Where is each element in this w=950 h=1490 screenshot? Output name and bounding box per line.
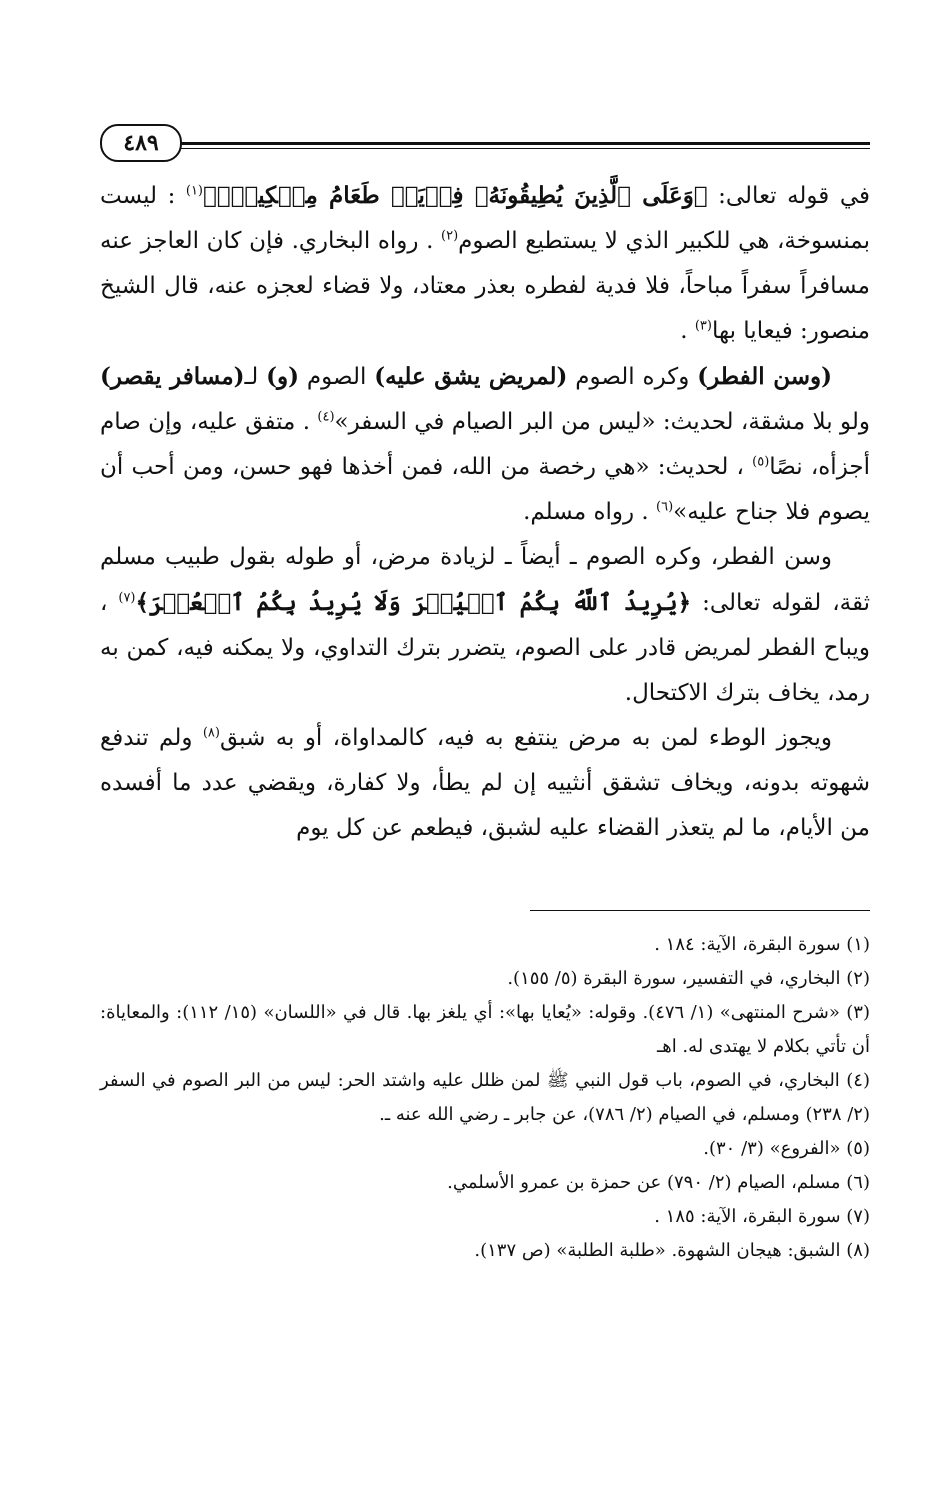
footnote-ref[interactable]: (٧) <box>118 590 136 606</box>
paragraph-3 <box>100 535 870 716</box>
text: الصوم <box>299 364 375 390</box>
paragraph-1 <box>100 173 870 354</box>
matn-text: (و) <box>266 363 300 390</box>
text: : ليست بمنسوخة، هي للكبير الذي لا يستطيع الصوم <box>100 183 870 254</box>
footnote-7: (٧) سورة البقرة، الآية: ١٨٥ . <box>654 1206 870 1227</box>
matn-text: (لمريض يشق عليه) <box>374 363 568 390</box>
matn-text: (مسافر يقصر) <box>100 363 245 390</box>
footnote-3: (٣) «شرح المنتهى» (١/ ٤٧٦). وقوله: «يُعايا بها»: أي يلغز بها. قال في «اللسان» (١٥/ ١١٢): والمعاياة: أن تأتي بكلام لا يهتدى له. اهـ <box>100 1002 870 1057</box>
quran-verse: ﴿يُرِيدُ ٱللَّهُ بِكُمُ ٱلۡيُسۡرَ وَلَا يُرِيدُ بِكُمُ ٱلۡعُسۡرَ﴾ <box>135 589 692 616</box>
text: ويجوز الوطء لمن به مرض ينتفع به فيه، كالمداواة، أو به شبق <box>219 725 832 751</box>
page-number: ٤٨٩ <box>100 124 182 162</box>
footnote-5: (٥) «الفروع» (٣/ ٣٠). <box>703 1138 870 1159</box>
main-text <box>100 173 870 851</box>
text: . <box>680 318 695 344</box>
text: ، لحديث: «هي رخصة من الله، فمن أخذها فهو حسن، ومن أحب أن يصوم فلا جناح عليه» <box>100 454 870 525</box>
footnote-1: (١) سورة البقرة، الآية: ١٨٤ . <box>654 934 870 955</box>
matn-text: (وسن الفطر) <box>697 363 832 390</box>
header-rule-thin <box>168 148 870 149</box>
text: ولو بلا مشقة، لحديث: «ليس من البر الصيام في السفر» <box>334 409 870 435</box>
footnote-6: (٦) مسلم، الصيام (٢/ ٧٩٠) عن حمزة بن عمرو الأسلمي. <box>447 1172 870 1193</box>
footnote-8: (٨) الشبق: هيجان الشهوة. «طلبة الطلبة» (ص ١٣٧). <box>474 1240 870 1261</box>
paragraph-4 <box>100 716 870 851</box>
footnote-ref[interactable]: (٢) <box>441 228 459 244</box>
footnote-separator <box>530 910 870 911</box>
footnote-ref[interactable]: (٤) <box>317 409 335 425</box>
paragraph-2 <box>100 354 870 535</box>
footnote-4: (٤) البخاري، في الصوم، باب قول النبي ﷺ لمن ظلل عليه واشتد الحر: ليس من البر الصوم في السفر (٢/ ٢٣٨) ومسلم، في الصيام (٢/ ٧٨٦)، عن جابر ـ رضي الله عنه ـ. <box>100 1070 870 1125</box>
text: . رواه البخاري. فإن كان العاجز عنه مسافراً سفراً مباحاً، فلا فدية لفطره بعذر معتاد، ولا قضاء لعجزه عنه، قال الشيخ منصور: فيعايا بها <box>100 228 870 344</box>
footnote-ref[interactable]: (٦) <box>656 499 674 515</box>
text: لـ <box>244 364 267 390</box>
footnote-ref[interactable]: (٨) <box>202 725 220 741</box>
text: وكره الصوم <box>567 364 698 390</box>
text: وسن الفطر، وكره الصوم ـ أيضاً ـ لزيادة مرض، أو طوله بقول طبيب مسلم ثقة، لقوله تعالى: <box>100 544 871 616</box>
footnote-2: (٢) البخاري، في التفسير، سورة البقرة (٥/ ١٥٥). <box>507 968 870 989</box>
quran-verse: ﴿وَعَلَى ٱلَّذِينَ يُطِيقُونَهُۥ فِدۡيَةٞ طَعَامُ مِسۡكِينٖۖ﴾ <box>203 182 708 209</box>
footnote-ref[interactable]: (٥) <box>752 454 770 470</box>
text: في قوله تعالى: <box>707 183 870 209</box>
text: ولم تندفع شهوته بدونه، ويخاف تشقق أنثييه إن لم يطأ، ولا كفارة، ويقضي عدد ما أفسده من الأيام، ما لم يتعذر القضاء عليه لشبق، فيطعم عن كل يوم <box>100 725 870 841</box>
page-header <box>100 122 870 162</box>
header-rule <box>168 142 870 145</box>
text: ، ويباح الفطر لمريض قادر على الصوم، يتضرر بترك التداوي، ولا يمكنه فيه، كمن به رمد، يخاف بترك الاكتحال. <box>100 590 870 706</box>
footnote-ref[interactable]: (١) <box>185 183 203 199</box>
footnote-ref[interactable]: (٣) <box>694 318 712 334</box>
text: . متفق عليه، وإن صام أجزأه، نصًا <box>100 409 870 480</box>
text: . رواه مسلم. <box>523 499 657 525</box>
footnotes <box>100 928 870 1268</box>
